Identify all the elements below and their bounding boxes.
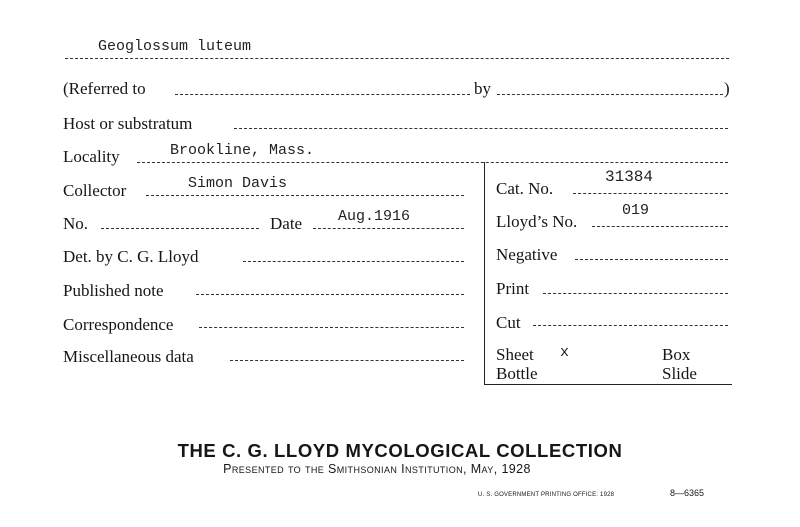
- slide-label: Slide: [662, 364, 697, 383]
- negative-field: [575, 259, 728, 260]
- locality-field: [137, 162, 728, 163]
- locality-label: Locality: [63, 147, 120, 166]
- cat-no-value: 31384: [605, 168, 654, 186]
- sheet-mark: x: [560, 344, 570, 361]
- form-code: 8—6365: [670, 488, 705, 498]
- locality-value: Brookline, Mass.: [170, 142, 315, 159]
- lloyds-no-field: [592, 226, 728, 227]
- collector-label: Collector: [63, 181, 127, 200]
- date-label: Date: [270, 214, 303, 233]
- correspondence-field: [199, 327, 464, 328]
- host-field: [234, 128, 728, 129]
- no-field: [101, 228, 259, 229]
- sheet-label: Sheet: [496, 345, 534, 364]
- collection-subtitle: Presented to the Smithsonian Institution, May, 1928: [223, 462, 531, 476]
- close-paren: ): [724, 79, 730, 98]
- date-value: Aug.1916: [338, 208, 411, 225]
- cat-no-field: [573, 193, 728, 194]
- negative-label: Negative: [496, 245, 558, 264]
- date-field: [313, 228, 464, 229]
- box-bottom-border: [484, 384, 732, 385]
- published-note-field: [196, 294, 464, 295]
- print-field: [543, 293, 728, 294]
- cat-no-label: Cat. No.: [496, 179, 554, 198]
- species-name: Geoglossum luteum: [98, 38, 252, 55]
- printing-office-note: U. S. GOVERNMENT PRINTING OFFICE: 1928: [478, 492, 615, 498]
- misc-data-label: Miscellaneous data: [63, 347, 194, 366]
- lloyds-no-label: Lloyd’s No.: [496, 212, 578, 231]
- collector-field: [146, 195, 464, 196]
- no-label: No.: [63, 214, 89, 233]
- collector-value: Simon Davis: [188, 175, 288, 192]
- by-field: [497, 94, 723, 95]
- cut-field: [533, 325, 728, 326]
- referred-to-field: [175, 94, 470, 95]
- print-label: Print: [496, 279, 530, 298]
- bottle-label: Bottle: [496, 364, 538, 383]
- cut-label: Cut: [496, 313, 521, 332]
- published-note-label: Published note: [63, 281, 164, 300]
- collection-title: THE C. G. LLOYD MYCOLOGICAL COLLECTION: [177, 440, 623, 461]
- box-label: Box: [662, 345, 691, 364]
- det-by-field: [243, 261, 464, 262]
- host-label: Host or substratum: [63, 114, 193, 133]
- misc-data-field: [230, 360, 464, 361]
- lloyds-no-value: 019: [622, 202, 650, 219]
- box-left-border: [484, 162, 485, 384]
- by-label: by: [474, 79, 491, 98]
- det-by-label: Det. by C. G. Lloyd: [63, 247, 199, 266]
- species-rule: [65, 58, 729, 59]
- referred-to-label: (Referred to: [63, 79, 146, 98]
- correspondence-label: Correspondence: [63, 315, 174, 334]
